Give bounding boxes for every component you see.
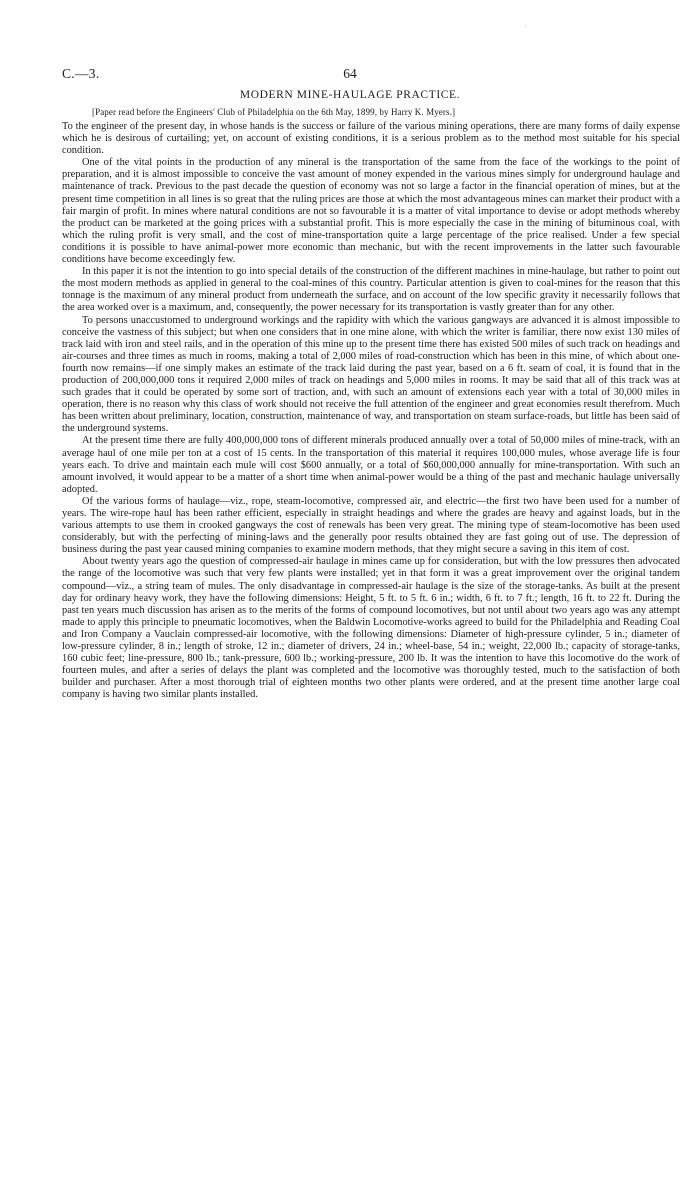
paragraph: In this paper it is not the intention to go into special details of the construction of the different machines in mine-haulage, but rather to point out the most modern methods as applied in general to the coal-mines of this country. Particular attention is given to coal-mines for the reason that this tonnage is the maximum of any mineral product from underneath the surface, and on account of the low specific gravity it necessarily follows that the area worked over is a maximum, and, consequently, the power necessary for its transportation is vastly greater than for any other. bbox=[62, 266, 680, 314]
paragraph: To persons unaccustomed to underground workings and the rapidity with which the various gangways are advanced it is almost impossible to conceive the vastness of this subject; but when one considers that in one mine alone, with which the writer is familiar, there now exist 130 miles of track laid with iron and steel rails, and in the operation of this mine up to the present time there has existed 500 miles of such track on headings and air-courses and three times as much in rooms, making a total of 2,000 miles of road-construction which has been in this mine, of which about one-fourth now remains—if one simply makes an estimate of the track laid during the past year, based on a 6 ft. seam of coal, it is found that in the production of 200,000,000 tons it required 2,000 miles of track on headings and 5,000 miles in rooms. It may be said that all of this track was at such grades that it could be operated by some sort of traction, and, with such an amount of extensions each year with a total of 30,000 miles in operation, there is no reason why this class of work should not receive the full attention of the engineer and great economies result therefrom. Much has been written about preliminary, location, construction, maintenance of way, and transportation on steam surface-roads, but little has been said of the underground systems. bbox=[62, 314, 680, 435]
paragraph: One of the vital points in the production of any mineral is the transportation of the same from the face of the workings to the point of preparation, and it is almost impossible to conceive the vast amount of money expended in the various mines simply for underground haulage and maintenance of track. Previous to the past decade the question of economy was not so large a factor in the financial operation of mines, but at the present time competition in all lines is so great that the ruling prices are those at which the most advantageous mines can market their product with a fair margin of profit. In mines where natural conditions are not so favourable it is a matter of vital importance to devise or adopt methods whereby the product can be marketed at the going prices with a substantial profit. This is more especially the case in the mining of bituminous coal, with which the ruling profit is very small, and the cost of mine-transportation quite a large percentage of the price realised. Under a few special conditions it is possible to have animal-power more economic than mechanic, but with the recent improvements in the latter such favourable conditions have become exceedingly few. bbox=[62, 157, 680, 266]
article-title: MODERN MINE-HAULAGE PRACTICE. bbox=[239, 89, 461, 101]
paragraph: Of the various forms of haulage—viz., rope, steam-locomotive, compressed air, and electric—the first two have been used for a number of years. The wire-rope haul has been rather efficient, especially in straight headings and where the grades are heavy and against loads, but in the various attempts to use them in crooked gangways the cost of renewals has been very great. The mining type of steam-locomotive has been used considerably, but with the perfecting of mining-laws and the generally poor results obtained they are fast going out of use. The depression of business during the past year caused mining companies to examine modern methods, that they might secure a saving in this item of cost. bbox=[62, 495, 680, 556]
article-body bbox=[62, 121, 680, 702]
paragraph: About twenty years ago the question of compressed-air haulage in mines came up for consideration, but with the low pressures then advocated the range of the locomotive was such that very few plants were installed; yet in that form it was a great improvement over the original tandem compound—viz., a string team of mules. The only disadvantage in compressed-air haulage is the size of the storage-tanks. As built at the present day for ordinary heavy work, they have the following dimensions: Height, 5 ft. to 5 ft. 6 in.; width, 6 ft. to 7 ft.; length, 16 ft. to 22 ft. During the past ten years much discussion has arisen as to the merits of the forms of compound locomotives, but not until about two years ago was any attempt made to apply this principle to pneumatic locomotives, when the Baldwin Locomotive-works agreed to build for the Philadelphia and Reading Coal and Iron Company a Vauclain compressed-air locomotive, with the following dimensions: Diameter of high-pressure cylinder, 5 in.; diameter of low-pressure cylinder, 8 in.; length of stroke, 12 in.; diameter of drivers, 24 in.; wheel-base, 54 in.; weight, 22,000 lb.; capacity of storage-tanks, 160 cubic feet; line-pressure, 800 lb.; tank-pressure, 600 lb.; working-pressure, 200 lb. It was the intention to have this locomotive do the work of fourteen mules, and after a series of delays the plant was completed and the locomotive was thoroughly tested, much to the satisfaction of both builder and purchaser. After a most thorough trial of eighteen months two other plants were ordered, and at the present time another large coal company is having two similar plants installed. bbox=[62, 556, 680, 701]
corner-mark: · bbox=[524, 22, 527, 31]
document-code: C.—3. bbox=[62, 66, 100, 81]
paragraph: To the engineer of the present day, in whose hands is the success or failure of the various mining operations, there are many forms of daily expense which he is desirous of curtailing; yet, on account of existing conditions, it is a serious problem as to the method most suitable for his special condition. bbox=[62, 121, 680, 157]
article-subtitle: [Paper read before the Engineers' Club of Philadelphia on the 6th May, 1899, by Harry K. Myers.] bbox=[92, 107, 456, 117]
paragraph: At the present time there are fully 400,000,000 tons of different minerals produced annually over a total of 50,000 miles of mine-track, with an average haul of one mile per ton at a cost of 15 cents. In the transportation of this material it requires 100,000 mules, whose average life is four years each. To drive and maintain each mule will cost $600 annually, or a total of $60,000,000 annually for mine-transportation. With such an amount involved, it would appear to be a matter of a short time when animal-power would be a thing of the past and mechanic haulage universally adopted. bbox=[62, 435, 680, 495]
page-number: 64 bbox=[343, 66, 357, 81]
